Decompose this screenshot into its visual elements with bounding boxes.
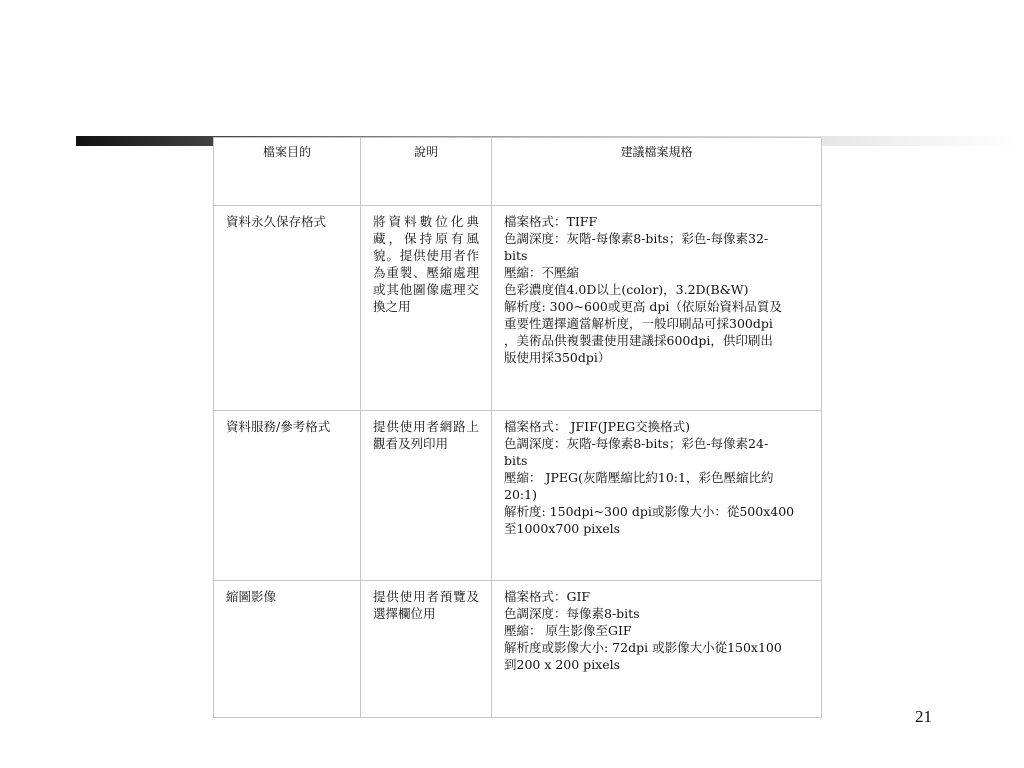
description-cell: 將資料數位化典藏，保持原有風貌。提供使用者作為重製、壓縮處理或其他圖像處理交換之用	[361, 206, 492, 411]
specs-cell	[492, 206, 822, 411]
table-row	[214, 581, 822, 718]
spec-line: 檔案格式：GIF	[504, 589, 591, 604]
table-row	[214, 206, 822, 411]
description-cell: 提供使用者預覽及選擇欄位用	[361, 581, 492, 718]
spec-line: 解析度: 300~600或更高 dpi（依原始資料品質及	[504, 299, 782, 314]
header-specs: 建議檔案規格	[492, 138, 822, 206]
specs-cell	[492, 581, 822, 718]
purpose-cell: 資料永久保存格式	[214, 206, 361, 411]
spec-line: ，美術品供複製畫使用建議採600dpi，供印刷出	[504, 333, 773, 348]
spec-line: 版使用採350dpi）	[504, 350, 611, 365]
spec-line: 色調深度：灰階-每像素8-bits；彩色-每像素24-	[504, 436, 769, 451]
header-purpose: 檔案目的	[214, 138, 361, 206]
spec-line: 色調深度：每像素8-bits	[504, 606, 640, 621]
spec-line: 解析度: 150dpi~300 dpi或影像大小：從500x400	[504, 504, 795, 519]
spec-line: 檔案格式： JFIF(JPEG交換格式)	[504, 419, 691, 434]
purpose-cell: 縮圖影像	[214, 581, 361, 718]
spec-line: 色調深度：灰階-每像素8-bits；彩色-每像素32-	[504, 231, 769, 246]
purpose-cell: 資料服務/參考格式	[214, 411, 361, 581]
spec-line: bits	[504, 248, 528, 263]
spec-line: 檔案格式：TIFF	[504, 214, 598, 229]
spec-line: 重要性選擇適當解析度，一般印刷品可採300dpi	[504, 316, 773, 331]
spec-line: bits	[504, 453, 528, 468]
spec-line: 壓縮：不壓縮	[504, 265, 580, 280]
spec-line: 至1000x700 pixels	[504, 521, 621, 536]
specs-cell	[492, 411, 822, 581]
description-cell: 提供使用者網路上觀看及列印用	[361, 411, 492, 581]
page-number: 21	[915, 707, 932, 726]
spec-line: 解析度或影像大小: 72dpi 或影像大小從150x100	[504, 640, 782, 655]
table-row	[214, 411, 822, 581]
table-header-row	[214, 138, 822, 206]
spec-line: 20:1)	[504, 487, 537, 502]
spec-line: 色彩濃度值4.0D以上(color)，3.2D(B&W)	[504, 282, 749, 297]
spec-line: 壓縮： JPEG(灰階壓縮比約10:1，彩色壓縮比約	[504, 470, 774, 485]
spec-line: 壓縮： 原生影像至GIF	[504, 623, 632, 638]
spec-line: 到200 x 200 pixels	[504, 657, 621, 672]
header-description: 說明	[361, 138, 492, 206]
file-spec-table	[213, 137, 822, 718]
